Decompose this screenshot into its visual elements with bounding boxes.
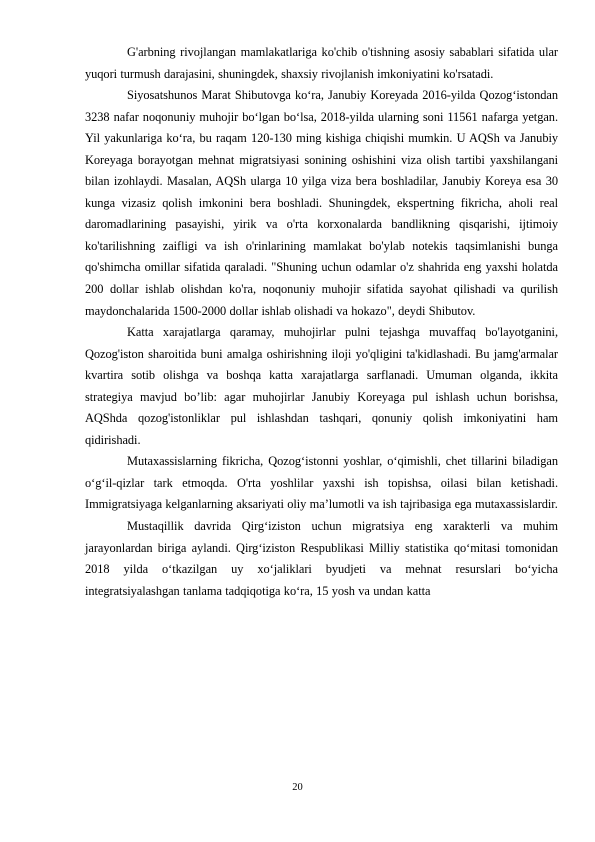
page-number: 20 bbox=[292, 782, 303, 793]
paragraph-3: Katta xarajatlarga qaramay, muhojirlar pulni tejashga muvaffaq bo'layotganini, Qozog'iston sharoitida buni amalga oshirishning iloji yo'qligini ta'kidlashadi. Bu jamg'armalar kvartira sotib olishga va boshqa katta xarajatlarga sarflanadi. Umuman olganda, ikkita strategiya mavjud bo’lib: agar muhojirlar Janubiy Koreyaga pul ishlash uchun borishsa, AQShda qozog'istonliklar pul ishlashdan tashqari, qonuniy qolish imkoniyatini ham qidirishadi. bbox=[85, 325, 558, 447]
paragraph-1: G'arbning rivojlangan mamlakatlariga ko'chib o'tishning asosiy sabablari sifatida ular yuqori turmush darajasini, shuningdek, shaxsiy rivojlanish imkoniyatini ko'rsatadi. bbox=[85, 45, 558, 81]
document-page bbox=[85, 42, 558, 602]
paragraph-2: Siyosatshunos Marat Shibutovga ko‘ra, Janubiy Koreyada 2016-yilda Qozog‘istondan 3238 nafar noqonuniy muhojir bo‘lgan bo‘lsa, 2018-yilda ularning soni 11561 nafarga yetgan. Yil yakunlariga ko‘ra, bu raqam 120-130 ming kishiga chiqishi mumkin. U AQSh va Janubiy Koreyaga borayotgan mehnat migratsiyasi sonining oshishini viza olish tartibi yaxshilangani bilan izohlaydi. Masalan, AQSh ularga 10 yilga viza bera boshladilar, Janubiy Koreya esa 30 kunga vizasiz qolish imkonini bera boshladi. Shuningdek, ekspertning fikricha, aholi real daromadlarining pasayishi, yirik va o'rta korxonalarda bandlikning qisqarishi, ijtimoiy ko'tarilishning zaifligi va ish o'rinlarining mamlakat bo'ylab notekis taqsimlanishi bunga qo'shimcha omillar sifatida qaraladi. "Shuning uchun odamlar o'z shahrida eng yaxshi holatda 200 dollar ishlab olishdan ko'ra, noqonuniy muhojir sifatida sayohat qilishadi va qurilish maydonchalarida 1500-2000 dollar ishlab olishadi va hokazo", deydi Shibutov. bbox=[85, 88, 558, 318]
paragraph-4: Mutaxassislarning fikricha, Qozog‘istonni yoshlar, o‘qimishli, chet tillarini biladigan o‘g‘il-qizlar tark etmoqda. O'rta yoshlilar yaxshi ish topishsa, oilasi bilan ketishadi. Immigratsiyaga kelganlarning aksariyati oliy ma’lumotli va ish tajribasiga ega mutaxassislardir. bbox=[85, 454, 558, 512]
paragraph-5: Mustaqillik davrida Qirg‘iziston uchun migratsiya eng xarakterli va muhim jarayonlardan biriga aylandi. Qirg‘iziston Respublikasi Milliy statistika qo‘mitasi tomonidan 2018 yilda o‘tkazilgan uy xo‘jaliklari byudjeti va mehnat resurslari bo‘yicha integratsiyalashgan tanlama tadqiqotiga ko‘ra, 15 yosh va undan katta bbox=[85, 519, 558, 598]
